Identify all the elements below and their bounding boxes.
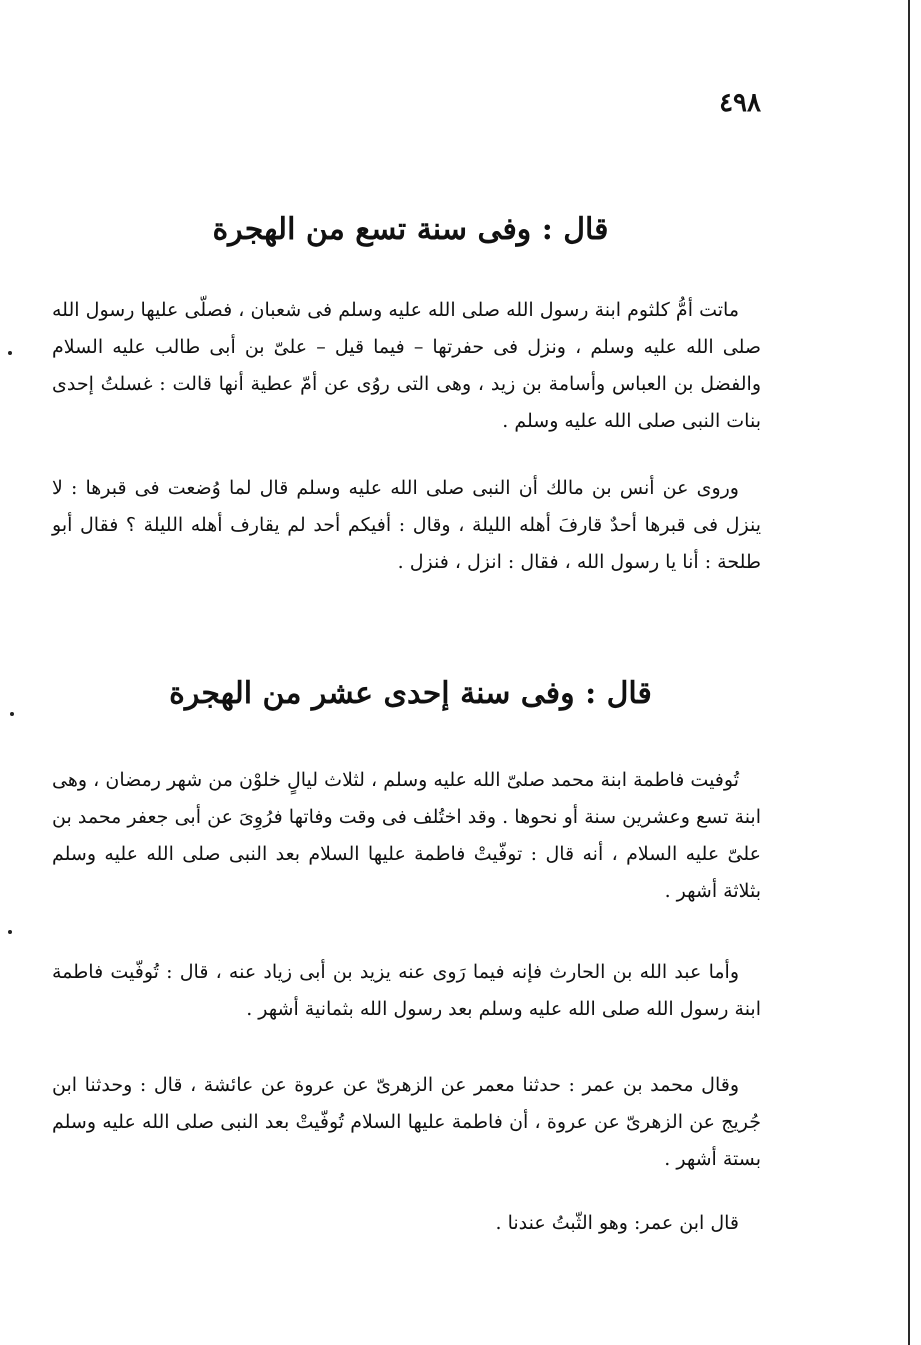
section-heading-year-9: قال : وفى سنة تسع من الهجرة (212, 212, 609, 247)
paragraph-ibn-umar-conclusion: قال ابن عمر: وهو الثّبتُ عندنا . (495, 1212, 739, 1234)
paragraph-anas-narration: وروى عن أنس بن مالك أن النبى صلى الله عليه وسلم قال لما وُضعت فى قبرها : لا ينزل فى قبرها أحدٌ قارفَ أهله الليلة ، وقال : أفيكم أحد لم يقارف أهله الليلة ؟ فقال أبو طلحة : أنا يا رسول الله ، فقال : انزل ، فنزل . (52, 477, 761, 573)
paragraph-umm-kulthum-death: ماتت أمُّ كلثوم ابنة رسول الله صلى الله عليه وسلم فى شعبان ، فصلّى عليها رسول الله صلى الله عليه وسلم ، ونزل فى حفرتها – فيما قيل – علىّ بن أبى طالب عليه السلام والفضل بن العباس وأسامة بن زيد ، وهى التى روُى عن أمّ عطية أنها قالت : غسلتُ إحدى بنات النبى صلى الله عليه وسلم . (52, 299, 761, 432)
scan-speck (8, 930, 12, 934)
paragraph-abdullah-narration: وأما عبد الله بن الحارث فإنه فيما رَوى عنه يزيد بن أبى زياد عنه ، قال : تُوفّيت فاطمة ابنة رسول الله صلى الله عليه وسلم بعد رسول الله بثمانية أشهر . (52, 961, 761, 1020)
paragraph-fatima-death: تُوفيت فاطمة ابنة محمد صلىّ الله عليه وسلم ، لثلاث ليالٍ خلوْن من شهر رمضان ، وهى ابنة تسع وعشرين سنة أو نحوها . وقد اختُلف فى وقت وفاتها فرُوِىَ عن أبى جعفر محمد بن علىّ عليه السلام ، أنه قال : توفّيتْ فاطمة عليها السلام بعد النبى صلى الله عليه وسلم بثلاثة أشهر . (52, 769, 761, 902)
scan-speck (8, 351, 12, 355)
page-number: ٤٩٨ (719, 88, 761, 118)
paragraph-muhammad-ibn-umar-narration: وقال محمد بن عمر : حدثنا معمر عن الزهرىّ عن عروة عن عائشة ، قال : وحدثنا ابن جُريج عن الزهرىّ عن عروة ، أن فاطمة عليها السلام تُوفّيتْ بعد النبى صلى الله عليه وسلم بستة أشهر . (52, 1074, 761, 1170)
scan-speck (10, 712, 14, 716)
page-edge-line (908, 0, 910, 1345)
section-heading-year-11: قال : وفى سنة إحدى عشر من الهجرة (169, 676, 652, 711)
